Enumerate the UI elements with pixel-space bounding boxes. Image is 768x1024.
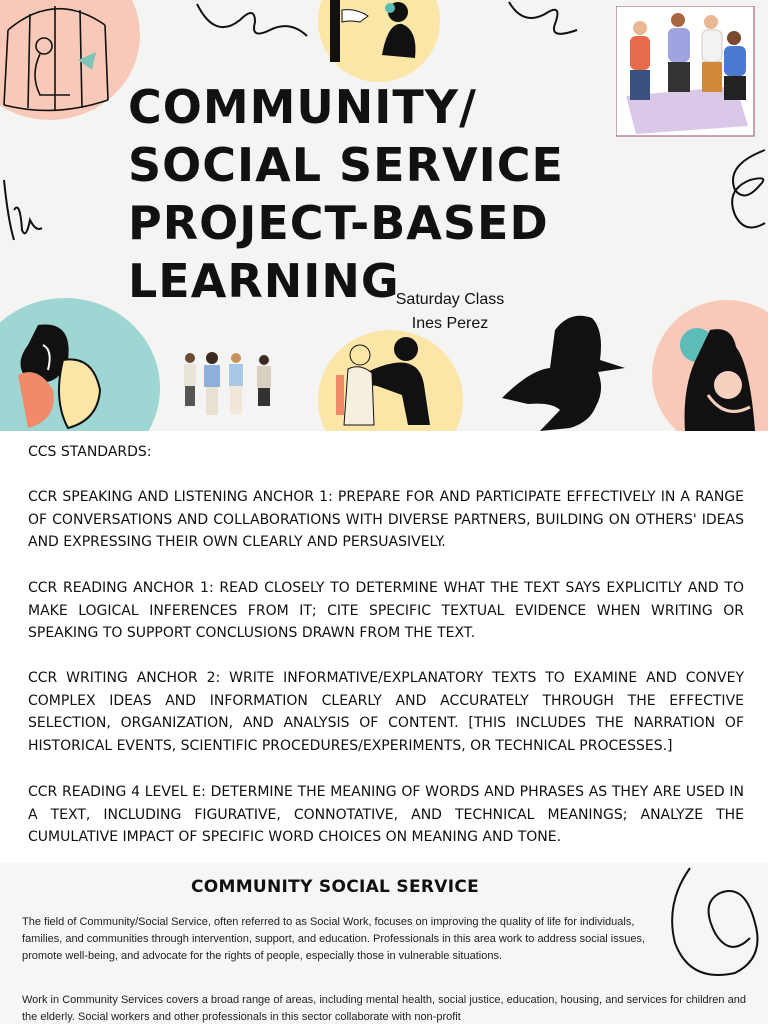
class-name: Saturday Class	[395, 291, 505, 308]
standards-heading: CCS STANDARDS:	[28, 444, 152, 460]
service-paragraph: The field of Community/Social Service, often referred to as Social Work, focuses on improving the quality of life for individuals, families, and communities through intervention, support, and education. Professionals in this area work to address social issues, promote well-being, and advocate for the rights of people, especially those in vulnerable situations.	[22, 916, 646, 962]
scribble-decoration	[715, 145, 768, 260]
author-name: Ines Perez	[411, 315, 489, 332]
helping-hand-illustration	[320, 0, 425, 70]
comforting-illustration	[330, 335, 450, 431]
title-line: COMMUNITY/	[128, 80, 477, 134]
scribble-decoration	[195, 0, 310, 50]
faces-illustration	[8, 320, 108, 431]
scribble-decoration	[0, 170, 55, 250]
title-line: SOCIAL SERVICE	[128, 138, 564, 192]
scribble-decoration	[660, 863, 768, 988]
standard-item: CCR READING ANCHOR 1: READ CLOSELY TO DETERMINE WHAT THE TEXT SAYS EXPLICITLY AND TO MAKE LOGICAL INFERENCES FROM IT; CITE SPECIFIC TEXTUAL EVIDENCE WHEN WRITING OR SPEAKING TO SUPPORT CONCLUSIONS DRAWN FROM THE TEXT.	[28, 580, 744, 642]
cover-section	[0, 0, 768, 431]
scribble-decoration	[505, 0, 585, 45]
walking-group-illustration	[180, 350, 280, 428]
page-title	[128, 78, 564, 310]
title-line: PROJECT-BASED	[128, 196, 549, 250]
standard-item: CCR SPEAKING AND LISTENING ANCHOR 1: PREPARE FOR AND PARTICIPATE EFFECTIVELY IN A RANGE OF CONVERSATIONS AND COLLABORATIONS WITH DIVERSE PARTNERS, BUILDING ON OTHERS' IDEAS AND EXPRESSING THEIR OWN CLEARLY AND PERSUASIVELY.	[28, 489, 744, 551]
service-paragraph: Work in Community Services covers a broad range of areas, including mental health, social justice, education, housing, and services for children and the elderly. Social workers and other professionals in this sector collaborate with non-profit	[22, 994, 746, 1023]
mother-child-illustration	[680, 325, 768, 431]
standard-item: CCR WRITING ANCHOR 2: WRITE INFORMATIVE/EXPLANATORY TEXTS TO EXAMINE AND CONVEY COMPLEX IDEAS AND INFORMATION CLEARLY AND ACCURATELY THROUGH THE EFFECTIVE SELECTION, ORGANIZATION, AND ANALYSIS OF CONTENT. [THIS INCLUDES THE NARRATION OF HISTORICAL EVENTS, SCIENTIFIC PROCEDURES/EXPERIMENTS, OR TECHNICAL PROCESSES.]	[28, 670, 744, 754]
firefighter-silhouette	[500, 310, 630, 431]
section-heading: COMMUNITY SOCIAL SERVICE	[190, 877, 480, 897]
title-line: LEARNING	[128, 254, 400, 308]
caged-person-illustration	[0, 0, 120, 115]
standard-item: CCR READING 4 LEVEL E: DETERMINE THE MEANING OF WORDS AND PHRASES AS THEY ARE USED IN A TEXT, INCLUDING FIGURATIVE, CONNOTATIVE, AND TECHNICAL MEANINGS; ANALYZE THE CUMULATIVE IMPACT OF SPECIFIC WORD CHOICES ON MEANING AND TONE.	[28, 784, 744, 846]
standards-section	[0, 431, 768, 863]
group-meeting-illustration	[616, 6, 756, 138]
service-section	[0, 863, 768, 1024]
